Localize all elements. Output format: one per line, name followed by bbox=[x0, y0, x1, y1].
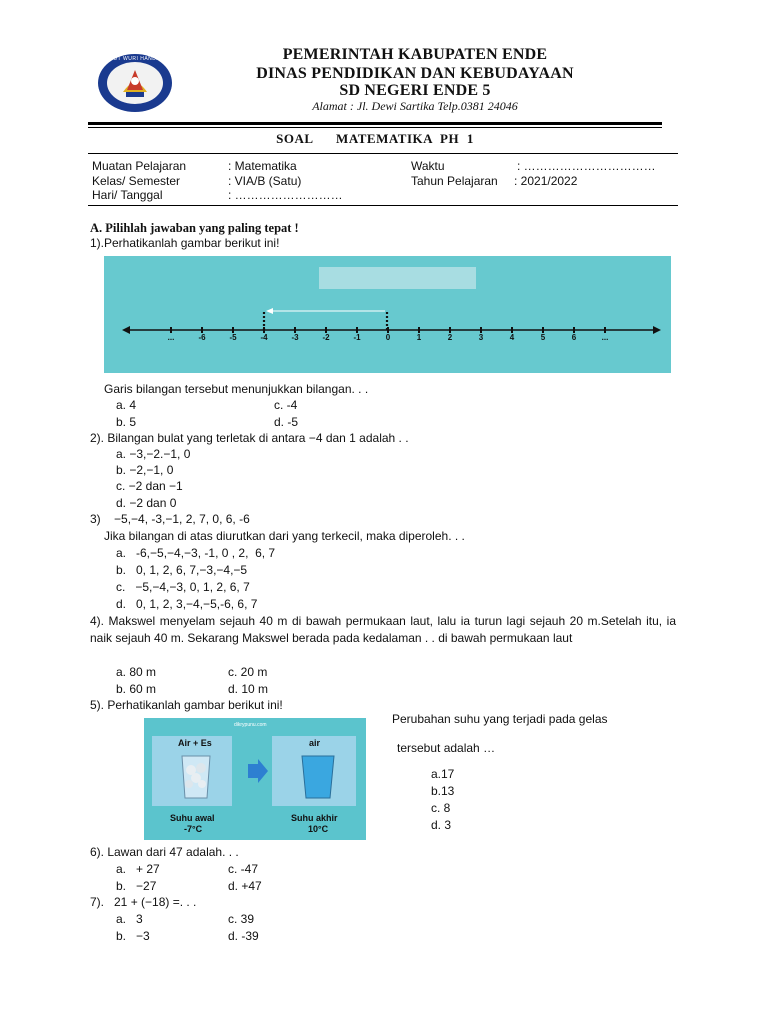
q3-option-d: d. 0, 1, 2, 3,−4,−5,-6, 6, 7 bbox=[116, 597, 258, 611]
q5-side-line2: tersebut adalah … bbox=[397, 741, 496, 755]
meta-waktu-value: : …………………………… bbox=[517, 159, 656, 173]
number-line-label: -2 bbox=[322, 333, 330, 342]
school-logo bbox=[96, 52, 174, 114]
section-a-heading: A. Pilihlah jawaban yang paling tepat ! bbox=[90, 221, 299, 235]
q3-option-b: b. 0, 1, 2, 6, 7,−3,−4,−5 bbox=[116, 563, 248, 577]
q6-prompt: 6). Lawan dari 47 adalah. . . bbox=[90, 845, 239, 859]
q2-prompt: 2). Bilangan bulat yang terletak di antara −4 dan 1 adalah . . bbox=[90, 431, 409, 445]
q2-option-c: c. −2 dan −1 bbox=[116, 479, 183, 493]
q5-option-b: b.13 bbox=[431, 784, 455, 798]
number-line-label: 0 bbox=[385, 333, 391, 342]
header-line1: PEMERINTAH KABUPATEN ENDE bbox=[282, 46, 548, 63]
meta-hari-value: : ……………………… bbox=[228, 188, 343, 202]
number-line-label: -6 bbox=[198, 333, 206, 342]
q6-option-a: a. + 27 bbox=[116, 862, 160, 876]
number-line-label: -3 bbox=[291, 333, 299, 342]
q6-option-b: b. −27 bbox=[116, 879, 157, 893]
number-line-label: 6 bbox=[571, 333, 577, 342]
meta-kelas-label: Kelas/ Semester bbox=[92, 174, 181, 188]
q7-option-c: c. 39 bbox=[228, 912, 255, 926]
number-line-label: 1 bbox=[416, 333, 422, 342]
number-line-label: ... bbox=[601, 333, 609, 342]
meta-muatan-value: : Matematika bbox=[228, 159, 297, 173]
meta-waktu-label: Waktu bbox=[411, 159, 445, 173]
q3-prompt: 3) −5,−4, -3,−1, 2, 7, 0, 6, -6 bbox=[90, 512, 250, 526]
exam-title: SOAL MATEMATIKA PH 1 bbox=[276, 131, 474, 146]
q5-option-d: d. 3 bbox=[431, 818, 452, 832]
fig-left-caption2: -7°C bbox=[184, 824, 203, 834]
header-line2: DINAS PENDIDIKAN DAN KEBUDAYAAN bbox=[256, 65, 574, 82]
meta-muatan-label: Muatan Pelajaran bbox=[92, 159, 187, 173]
q1-option-c: c. -4 bbox=[274, 398, 298, 412]
fig-right-caption1: Suhu akhir bbox=[291, 813, 338, 823]
meta-hari-label: Hari/ Tanggal bbox=[92, 188, 163, 202]
number-line-label: 5 bbox=[540, 333, 546, 342]
meta-kelas-value: : VIA/B (Satu) bbox=[228, 174, 302, 188]
q6-option-c: c. -47 bbox=[228, 862, 259, 876]
number-line-label: -4 bbox=[260, 333, 268, 342]
logo-text: TUT WURI HANDAYANI bbox=[110, 56, 174, 62]
q7-option-b: b. −3 bbox=[116, 929, 150, 943]
meta-tahun-label: Tahun Pelajaran bbox=[411, 174, 498, 188]
q1-option-a: a. 4 bbox=[116, 398, 137, 412]
q4-option-c: c. 20 m bbox=[228, 665, 268, 679]
header-rule-thin bbox=[88, 127, 662, 128]
q4-option-d: d. 10 m bbox=[228, 682, 269, 696]
q2-option-b: b. −2,−1, 0 bbox=[116, 463, 174, 477]
q7-option-d: d. -39 bbox=[228, 929, 259, 943]
q5-option-c: c. 8 bbox=[431, 801, 451, 815]
q1-stem: Garis bilangan tersebut menunjukkan bilangan. . . bbox=[104, 382, 369, 396]
number-line-label: ... bbox=[167, 333, 175, 342]
fig-right-title: air bbox=[309, 738, 321, 748]
fig-right-caption2: 10°C bbox=[308, 824, 329, 834]
q5-prompt: 5). Perhatikanlah gambar berikut ini! bbox=[90, 698, 283, 712]
header-line3: SD NEGERI ENDE 5 bbox=[339, 82, 491, 99]
q4-option-b: b. 60 m bbox=[116, 682, 157, 696]
fig-site-label: dikrypunu.com bbox=[234, 722, 267, 728]
q2-option-d: d. −2 dan 0 bbox=[116, 496, 177, 510]
q1-prompt: 1).Perhatikanlah gambar berikut ini! bbox=[90, 236, 280, 250]
q7-option-a: a. 3 bbox=[116, 912, 143, 926]
q5-option-a: a.17 bbox=[431, 767, 455, 781]
q3-option-c: c. −5,−4,−3, 0, 1, 2, 6, 7 bbox=[116, 580, 250, 594]
fig-left-title: Air + Es bbox=[178, 738, 212, 748]
meta-top-line bbox=[88, 153, 678, 154]
q3-stem: Jika bilangan di atas diurutkan dari yang terkecil, maka diperoleh. . . bbox=[104, 529, 465, 543]
meta-tahun-value: : 2021/2022 bbox=[514, 174, 578, 188]
q6-option-d: d. +47 bbox=[228, 879, 262, 893]
number-line-label: 4 bbox=[509, 333, 515, 342]
number-line-label: 3 bbox=[478, 333, 484, 342]
number-line-figure bbox=[104, 256, 671, 373]
q4-text-content: 4). Makswel menyelam sejauh 40 m di bawah permukaan laut, lalu ia turun lagi sejauh 20 m.Setelah itu, ia naik sejauh 40 m. Sekarang Makswel berada pada kedalaman . . di bawah permukaan laut bbox=[90, 614, 676, 645]
q7-prompt: 7). 21 + (−18) =. . . bbox=[90, 895, 197, 909]
q4-option-a: a. 80 m bbox=[116, 665, 157, 679]
number-line-label: -1 bbox=[353, 333, 361, 342]
meta-bottom-line bbox=[88, 205, 678, 206]
q3-option-a: a. -6,−5,−4,−3, -1, 0 , 2, 6, 7 bbox=[116, 546, 276, 560]
number-line-label: -5 bbox=[229, 333, 237, 342]
q4-text bbox=[90, 613, 676, 647]
header-rule-thick bbox=[88, 122, 662, 125]
temperature-figure bbox=[144, 718, 366, 840]
number-line-label: 2 bbox=[447, 333, 453, 342]
q1-option-d: d. -5 bbox=[274, 415, 299, 429]
header-address: Alamat : Jl. Dewi Sartika Telp.0381 24046 bbox=[312, 99, 518, 113]
q5-side-line1: Perubahan suhu yang terjadi pada gelas bbox=[392, 712, 608, 726]
q1-option-b: b. 5 bbox=[116, 415, 137, 429]
q2-option-a: a. −3,−2.−1, 0 bbox=[116, 447, 191, 461]
fig-left-caption1: Suhu awal bbox=[170, 813, 215, 823]
